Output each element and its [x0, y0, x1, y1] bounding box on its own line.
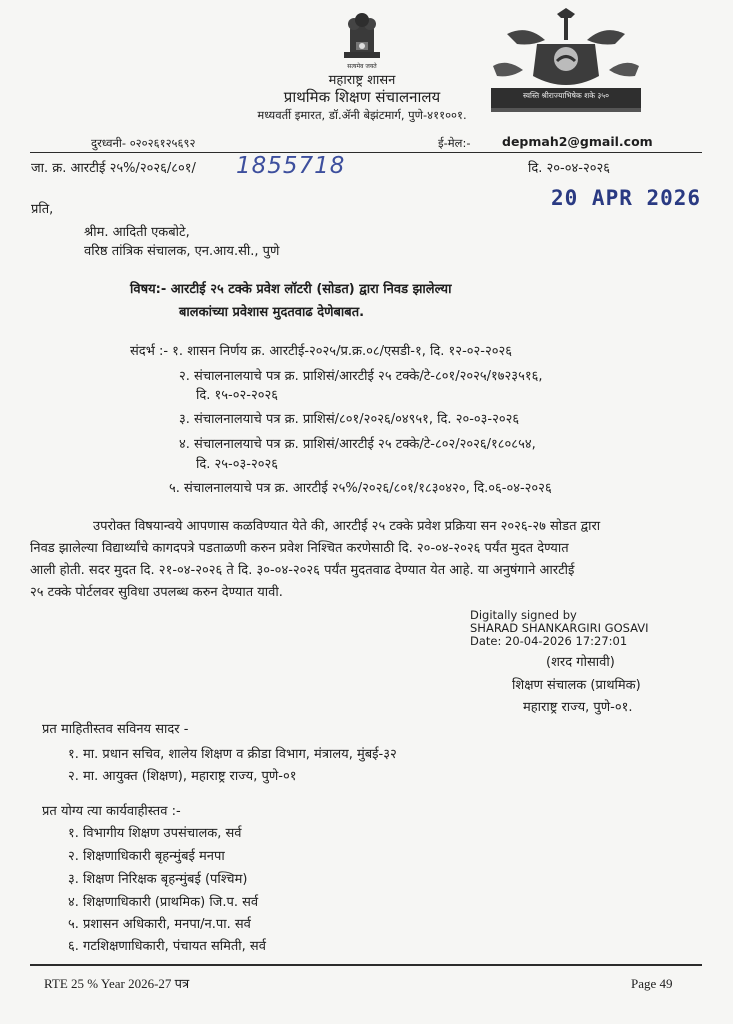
office-name: प्राथमिक शिक्षण संचालनालय — [283, 88, 441, 106]
copy-info-item: २. मा. आयुक्त (शिक्षण), महाराष्ट्र राज्य, पुणे-०१ — [68, 769, 297, 784]
copy-action-item: ४. शिक्षणाधिकारी (प्राथमिक) जि.प. सर्व — [68, 895, 259, 910]
body-line-4: २५ टक्के पोर्टलवर सुविधा उपलब्ध करुन देण्यात यावी. — [30, 585, 283, 600]
handwritten-number: 1855718 — [236, 153, 346, 179]
letter-date: दि. २०-०४-२०२६ — [528, 161, 610, 176]
state-name: महाराष्ट्र शासन — [328, 73, 396, 88]
body-line-1: उपरोक्त विषयान्वये आपणास कळविण्यात येते की, आरटीई २५ टक्के प्रवेश प्रक्रिया सन २०२६-२७ सोडत द्वारा — [93, 519, 601, 534]
emblem-motto: सत्यमेव जयते — [347, 63, 377, 70]
subject-line-2: बालकांच्या प्रवेशास मुदतवाढ देणेबाबत. — [179, 305, 365, 320]
subject-line-1: विषय:- आरटीई २५ टक्के प्रवेश लॉटरी (सोडत) द्वारा निवड झालेल्या — [130, 282, 452, 297]
reference-2-date: दि. १५-०२-२०२६ — [196, 388, 278, 403]
header-divider — [30, 152, 702, 153]
prati-label: प्रति, — [31, 202, 54, 217]
digital-sign-line-3: Date: 20-04-2026 17:27:01 — [470, 634, 628, 648]
office-address: मध्यवर्ती इमारत, डॉ.ॲनी बेझंटमार्ग, पुणे-४११००१. — [257, 108, 467, 122]
body-line-2: निवड झालेल्या विद्यार्थ्यांचे कागदपत्रे पडताळणी करुन प्रवेश निश्चित करणेसाठी दि. २०-०४-२०२६ पर्यंत मुदत देण्यात — [30, 541, 569, 556]
national-emblem — [336, 8, 388, 70]
copy-action-item: १. विभागीय शिक्षण उपसंचालक, सर्व — [68, 826, 242, 841]
digital-sign-line-2: SHARAD SHANKARGIRI GOSAVI — [470, 621, 649, 635]
received-stamp-date: 20 APR 2026 — [551, 186, 702, 210]
copy-action-item: २. शिक्षणाधिकारी बृहन्मुंबई मनपा — [68, 849, 225, 864]
footer-divider — [30, 964, 702, 966]
recipient-designation: वरिष्ठ तांत्रिक संचालक, एन.आय.सी., पुणे — [84, 244, 280, 259]
page-number: Page 49 — [631, 976, 673, 991]
reference-2: २. संचालनालयाचे पत्र क्र. प्राशिसं/आरटीई २५ टक्के/टे-८०१/२०२५/१७२३५१६, — [179, 369, 543, 384]
copy-action-item: ६. गटशिक्षणाधिकारी, पंचायत समिती, सर्व — [68, 939, 266, 954]
signatory-designation: शिक्षण संचालक (प्राथमिक) — [512, 678, 641, 693]
email-label: ई-मेल:- — [438, 136, 471, 150]
copy-info-item: १. मा. प्रधान सचिव, शालेय शिक्षण व क्रीडा विभाग, मंत्रालय, मुंबई-३२ — [68, 747, 397, 762]
office-email: depmah2@gmail.com — [502, 134, 653, 149]
body-line-3: आली होती. सदर मुदत दि. २१-०४-२०२६ ते दि. ३०-०४-२०२६ पर्यंत मुदतवाढ देण्यात येत आहे. या अनुषंगाने आरटीई — [30, 563, 575, 578]
reference-5: ५. संचालनालयाचे पत्र क्र. आरटीई २५%/२०२६/८०१/१८३०४२०, दि.०६-०४-२०२६ — [169, 481, 552, 496]
reference-4-date: दि. २५-०३-२०२६ — [196, 457, 278, 472]
copy-action-title: प्रत योग्य त्या कार्यवाहीस्तव :- — [42, 804, 181, 819]
reference-4: ४. संचालनालयाचे पत्र क्र. प्राशिसं/आरटीई २५ टक्के/टे-८०२/२०२६/१८०८५४, — [179, 437, 536, 452]
copy-action-item: ५. प्रशासन अधिकारी, मनपा/न.पा. सर्व — [68, 917, 251, 932]
office-phone: दुरध्वनी- ०२०२६१२५६९२ — [91, 136, 196, 150]
recipient-name: श्रीम. आदिती एकबोटे, — [84, 225, 190, 240]
reference-1: संदर्भ :- १. शासन निर्णय क्र. आरटीई-२०२५/प्र.क्र.०८/एसडी-१, दि. १२-०२-२०२६ — [130, 344, 513, 359]
signatory-name: (शरद गोसावी) — [546, 655, 615, 670]
copy-action-item: ३. शिक्षण निरिक्षक बृहन्मुंबई (पश्चिम) — [68, 872, 248, 887]
copy-info-title: प्रत माहितीस्तव सविनय सादर - — [42, 722, 189, 737]
footer-left: RTE 25 % Year 2026-27 पत्र — [44, 976, 190, 991]
signatory-place: महाराष्ट्र राज्य, पुणे-०१. — [523, 700, 633, 715]
outward-number: जा. क्र. आरटीई २५%/२०२६/८०१/ — [31, 161, 196, 176]
digital-sign-line-1: Digitally signed by — [470, 608, 577, 622]
reference-3: ३. संचालनालयाचे पत्र क्र. प्राशिसं/८०१/२०२६/०४९५१, दि. २०-०३-२०२६ — [179, 412, 520, 427]
seal-text: स्वस्ति श्रीराज्याभिषेक शके ३५० — [522, 91, 610, 100]
